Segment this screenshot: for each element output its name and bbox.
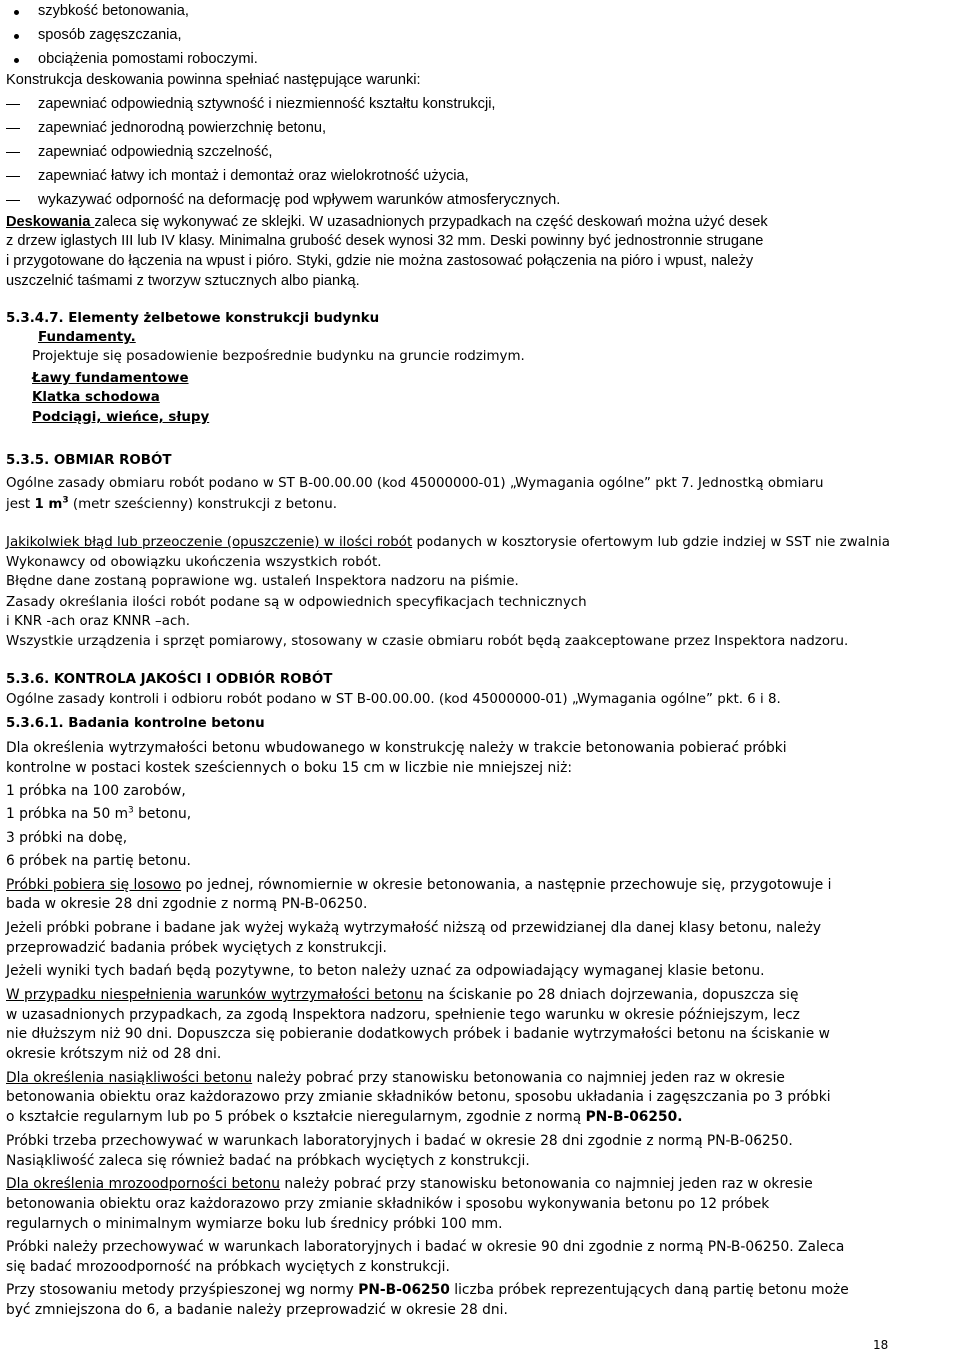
wytrzymalosc-text: na ściskanie po 28 dniach dojrzewania, dopuszcza się: [422, 987, 799, 1003]
mrozoodpornosc-line: się badać mrozoodporność na próbkach wyciętych z konstrukcji.: [6, 1259, 450, 1275]
obmiar-unit-text: (metr sześcienny) konstrukcji z betonu.: [68, 497, 338, 512]
lawy-heading: Ławy fundamentowe: [32, 371, 189, 386]
requirement-item: zapewniać odpowiednią sztywność i niezmienność kształtu konstrukcji,: [38, 96, 496, 112]
sample-item: [6, 805, 191, 823]
nasiakliwosc-line: betonowania obiektu oraz każdorazowo przy zmianie składników betonu, sposobu układania i zagęszczania po 3 próbki: [6, 1089, 831, 1105]
deskowania-line: i przygotowane do łączenia na wpust i pióro. Styki, gdzie nie można zastosować połączenia na pióro i wpust, należy: [6, 253, 754, 269]
bullet-item: szybkość betonowania,: [38, 3, 189, 19]
obmiar-line: i KNR -ach oraz KNNR –ach.: [6, 614, 191, 629]
section-heading-535: 5.3.5. OBMIAR ROBÓT: [6, 453, 172, 468]
bullet-icon: [14, 34, 19, 39]
dash-icon: [6, 176, 20, 177]
pobieranie-line: [6, 876, 831, 894]
badania-line: Dla określenia wytrzymałości betonu wbudowanego w konstrukcję należy w trakcie betonowania pobierać próbki: [6, 740, 787, 756]
underlined-text: W przypadku niespełnienia warunków wytrzymałości betonu: [6, 987, 423, 1003]
jezeli-line: Jeżeli próbki pobrane i badane jak wyżej wykażą wytrzymałość niższą od przewidzianej dla danej klasy betonu, należy: [6, 920, 822, 936]
jezeli-line: przeprowadzić badania próbek wyciętych z konstrukcji.: [6, 940, 387, 956]
obmiar-line: Ogólne zasady obmiaru robót podano w ST B-00.00.00 (kod 45000000-01) „Wymagania ogólne” pkt 7. Jednostką obmiaru: [6, 476, 824, 491]
wytrzymalosc-line: okresie krótszym niż od 28 dni.: [6, 1046, 222, 1062]
bullet-item: obciążenia pomostami roboczymi.: [38, 51, 258, 67]
wytrzymalosc-line: w uzasadnionych przypadkach, za zgodą Inspektora nadzoru, spełnienie tego warunku w okresie późniejszym, lecz: [6, 1007, 800, 1023]
sample-item: 6 próbek na partię betonu.: [6, 853, 191, 869]
dash-icon: [6, 104, 20, 105]
requirement-item: zapewniać jednorodną powierzchnię betonu,: [38, 120, 327, 136]
obmiar-text: podanych w kosztorysie ofertowym lub gdzie indziej w SST nie zwalnia: [412, 535, 890, 550]
metoda-line: być zmniejszona do 6, a badanie należy przeprowadzić w okresie 28 dni.: [6, 1302, 508, 1318]
obmiar-line: Błędne dane zostaną poprawione wg. ustaleń Inspektora nadzoru na piśmie.: [6, 574, 519, 589]
obmiar-line: Zasady określania ilości robót podane są w odpowiednich specyfikacjach technicznych: [6, 595, 587, 610]
sample-text: betonu,: [133, 806, 192, 822]
dash-icon: [6, 128, 20, 129]
bullet-icon: [14, 10, 19, 15]
underlined-text: Dla określenia mrozoodporności betonu: [6, 1176, 281, 1192]
norm-reference: PN-B-06250: [358, 1282, 450, 1298]
badania-line: kontrolne w postaci kostek sześciennych o boku 15 cm w liczbie nie mniejszej niż:: [6, 760, 572, 776]
bullet-item: sposób zagęszczania,: [38, 27, 182, 43]
podciagi-heading: Podciągi, wieńce, słupy: [32, 410, 210, 425]
sample-item: 3 próbki na dobę,: [6, 830, 128, 846]
obmiar-unit-text: jest: [6, 497, 35, 512]
pobieranie-text: po jednej, równomiernie w okresie betonowania, a następnie przechowuje się, przygotowuje i: [181, 877, 832, 893]
klatka-heading: Klatka schodowa: [32, 390, 160, 405]
nasiakliwosc-line: Próbki trzeba przechowywać w warunkach laboratoryjnych i badać w okresie 28 dni zgodnie z normą PN-B-06250.: [6, 1133, 793, 1149]
metoda-text: liczba próbek reprezentujących daną partię betonu może: [449, 1282, 849, 1298]
norm-reference: PN-B-06250.: [585, 1109, 683, 1125]
deskowania-label: Deskowania: [6, 214, 95, 230]
subsection-heading-5361: 5.3.6.1. Badania kontrolne betonu: [6, 716, 265, 731]
obmiar-line: Wszystkie urządzenia i sprzęt pomiarowy, stosowany w czasie obmiaru robót będą zaakceptowane przez Inspektora nadzoru.: [6, 634, 849, 649]
nasiakliwosc-text: o kształcie regularnym lub po 5 próbek o kształcie nieregularnym, zgodnie z normą: [6, 1109, 586, 1125]
underlined-text: Próbki pobiera się losowo: [6, 877, 182, 893]
fundamenty-text: Projektuje się posadowienie bezpośrednie budynku na gruncie rodzimym.: [32, 349, 525, 364]
superscript: 3: [128, 805, 134, 816]
metoda-line: [6, 1281, 849, 1299]
requirements-intro: Konstrukcja deskowania powinna spełniać następujące warunki:: [6, 72, 421, 88]
obmiar-error-line: [6, 534, 890, 552]
wytrzymalosc-line: [6, 986, 798, 1004]
obmiar-unit-value: 1 m: [34, 497, 63, 512]
mrozoodpornosc-line: betonowania obiektu oraz każdorazowo przy zmianie składników i sposobu wykonywania betonu po 12 próbek: [6, 1196, 770, 1212]
page-number: 18: [873, 1338, 889, 1352]
mrozoodpornosc-line: regularnych o minimalnym wymiarze boku lub średnicy próbki 100 mm.: [6, 1216, 503, 1232]
sample-text: 1 próbka na 50 m: [6, 806, 129, 822]
nasiakliwosc-line: [6, 1069, 785, 1087]
deskowania-line: zaleca się wykonywać ze sklejki. W uzasadnionych przypadkach na część deskowań można użyć desek: [94, 214, 768, 230]
mrozoodpornosc-text: należy pobrać przy stanowisku betonowania co najmniej jeden raz w okresie: [280, 1176, 813, 1192]
mrozoodpornosc-line: [6, 1175, 813, 1193]
nasiakliwosc-line: [6, 1108, 682, 1126]
mrozoodpornosc-line: Próbki należy przechowywać w warunkach laboratoryjnych i badać w okresie 90 dni zgodnie z normą PN-B-06250. Zaleca: [6, 1239, 845, 1255]
nasiakliwosc-line: Nasiąkliwość zaleca się również badać na próbkach wyciętych z konstrukcji.: [6, 1153, 530, 1169]
dash-icon: [6, 200, 20, 201]
kontrola-line: Ogólne zasady kontroli i odbioru robót podano w ST B-00.00.00. (kod 45000000-01) „Wymagania ogólne” pkt. 6 i 8.: [6, 692, 781, 707]
requirement-item: zapewniać łatwy ich montaż i demontaż oraz wielokrotność użycia,: [38, 168, 469, 184]
section-heading-5347: 5.3.4.7. Elementy żelbetowe konstrukcji budynku: [6, 311, 380, 326]
underlined-text: Jakikolwiek błąd lub przeoczenie (opuszczenie) w ilości robót: [6, 535, 413, 550]
underlined-text: Dla określenia nasiąkliwości betonu: [6, 1070, 253, 1086]
sample-item: 1 próbka na 100 zarobów,: [6, 783, 186, 799]
nasiakliwosc-text: należy pobrać przy stanowisku betonowania co najmniej jeden raz w okresie: [252, 1070, 785, 1086]
pobieranie-line: bada w okresie 28 dni zgodnie z normą PN-B-06250.: [6, 896, 368, 912]
metoda-text: Przy stosowaniu metody przyśpieszonej wg normy: [6, 1282, 359, 1298]
dash-icon: [6, 152, 20, 153]
fundamenty-heading: Fundamenty.: [38, 330, 136, 345]
requirement-item: zapewniać odpowiednią szczelność,: [38, 144, 273, 160]
obmiar-line: Wykonawcy od obowiązku ukończenia wszystkich robót.: [6, 555, 382, 570]
wytrzymalosc-line: nie dłuższym niż 90 dni. Dopuszcza się pobieranie dodatkowych próbek i badanie wytrzymałości betonu na ściskanie w: [6, 1026, 830, 1042]
deskowania-paragraph: [6, 213, 768, 231]
deskowania-line: uszczelnić taśmami z tworzyw sztucznych albo pianką.: [6, 273, 360, 289]
superscript: 3: [62, 495, 69, 506]
requirement-item: wykazywać odporność na deformację pod wpływem warunków atmosferycznych.: [38, 192, 561, 208]
jezeli-line: Jeżeli wyniki tych badań będą pozytywne, to beton należy uznać za odpowiadający wymaganej klasie betonu.: [6, 963, 765, 979]
bullet-icon: [14, 58, 19, 63]
section-heading-536: 5.3.6. KONTROLA JAKOŚCI I ODBIÓR ROBÓT: [6, 672, 333, 687]
obmiar-unit-line: [6, 496, 337, 514]
deskowania-line: z drzew iglastych III lub IV klasy. Minimalna grubość desek wynosi 32 mm. Deski powinny być jednostronnie strugane: [6, 233, 764, 249]
